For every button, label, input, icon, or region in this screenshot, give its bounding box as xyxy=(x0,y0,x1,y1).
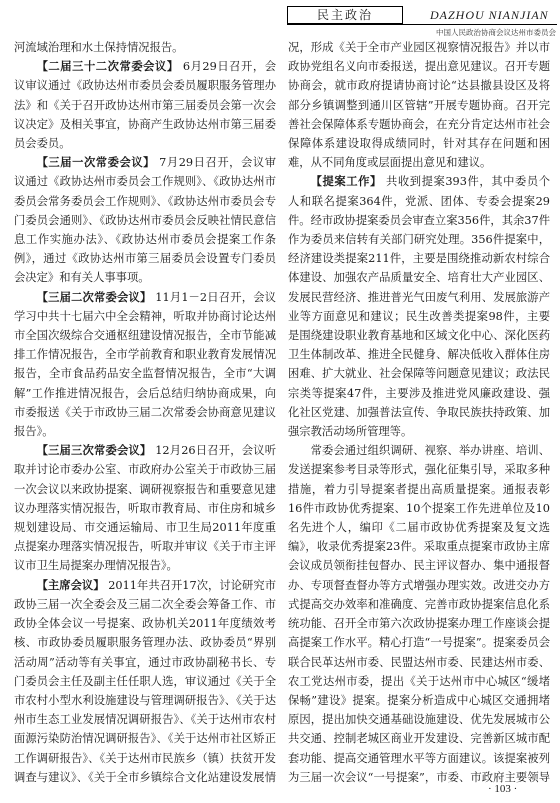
org-name: 中国人民政治协商会议达州市委员会 xyxy=(436,28,556,37)
paragraph-text: 共收到提案393件，其中委员个人和联名提案364件，党派、团体、专委会提案29件。经市政协提案委员会审查立案356件，其余37件作为委员来信转有关部门研究处理。356件提案中，经济建设类提案211件，主要是围绕推动新农村综合体建设、加强农产品质量安全、培育壮大产业园区、发展民营经济、推进普光气田废气利用、发展旅游产业等方面意见和建议；民生改善类提案98件，主要是围绕建设职业教育基地和区域文化中心、深化医药卫生体制改革、推进全民健身、解决低收入群体住房困难、扩大就业、社会保障等问题意见建议；政法民宗类等提案47件，主要涉及推进党风廉政建设、强化社区党建、加强普法宣传、争取民族扶持政策、加强宗教活动场所管理等。 xyxy=(288,175,550,439)
section-marker: 【三届三次常委会议】 xyxy=(36,444,152,458)
section-marker: 【提案工作】 xyxy=(310,175,382,189)
paragraph xyxy=(14,576,276,786)
section-marker: 【三届二次常委会议】 xyxy=(36,290,152,304)
paragraph-text: 6月29日召开，会议审议通过《政协达州市委员会委员履职服务管理办法》和《关于召开政协达州市第三届委员会第一次会议决定》及相关事宜，协商产生政协达州市第三届委员会委员。 xyxy=(14,60,276,151)
journal-title-en: DAZHOU NIANJIAN xyxy=(430,8,549,22)
paragraph-text: 7月29日召开，会议审议通过《政协达州市委员会工作规则》、《政协达州市委员会常务委员会工作规则》、《政协达州市委员会专门委员会通则》、《政协达州市委员会反映社情民意信息工作实施办法》、《政协达州市委员会提案工作条例》，通过《政协达州市第三届委员会设置专门委员会决定》和有关人事事项。 xyxy=(14,156,276,285)
paragraph: 河流域治理和水土保持情况报告。 xyxy=(14,41,184,54)
paragraph-text: 11月1－2日召开，会议学习中共十七届六中全会精神，听取并协商讨论达州市全国次级综合交通枢纽建设情况报告，全市节能减排工作情况报告，全市学前教育和职业教育发展情况报告，全市食品药品安全监督情况报告，全市“大调解”工作推进情况报告，会后总结归纳协商成果，向市委报送《关于市政协三届二次常委会协商意见建议报告》。 xyxy=(14,290,276,439)
header-rule xyxy=(287,24,557,25)
section-marker: 【主席会议】 xyxy=(36,578,105,592)
paragraph xyxy=(14,441,276,575)
paragraph-text: 12月26日召开，会议听取并讨论市委办公室、市政府办公室关于市政协三届一次会议以来政协提案、调研视察报告和重要意见建议办理落实情况报告，听取市教育局、市住房和城乡规划建设局、市交通运输局、市卫生局2011年度重点提案办理落实情况报告，听取并审议《关于市主评议市卫生局提案办理情况报告》。 xyxy=(14,444,276,573)
section-marker: 【三届一次常委会议】 xyxy=(36,156,156,170)
page-number: · 103 · xyxy=(488,783,518,795)
paragraph xyxy=(14,57,276,153)
paragraph: 常委会通过组织调研、视察、举办讲座、培训、发送提案参考目录等形式，强化征集引导，采取多种措施，着力引导提案者提出高质量提案。通报表彰16件市政协优秀提案、10个提案工作先进单位及10名先进个人，编印《二届市政协优秀提案及复文选编》，收录优秀提案23件。采取重点提案市政协主席会议成员领衔挂包督办、民主评议督办、集中通报督办、专项督查督办等方式增强办理实效。改进交办方式提高交办效率和准确度、完善市政协提案信息化系统功能、召开全市第六次政协提案办理工作座谈会提高提案工作水平。精心打造“一号提案”。提案委员会联合民革达州市委、民盟达州市委、民建达州市委、农工党达州市委，提出《关于达州市中心城区“缓堵保畅”建设》提案。提案分析造成中心城区交通拥堵原因，提出加快交通基础设施建设、优先发展城市公共交通、控制老城区商业开发建设、完善新区城市配套功能、提高交通管理水平等方面建议。该提案被列为三届一次会议“一号提案”，市委、市政府主要领导 xyxy=(288,444,550,784)
paragraph xyxy=(14,153,276,287)
paragraph xyxy=(14,288,276,442)
left-column xyxy=(14,38,276,786)
section-label: 民主政治 xyxy=(287,6,403,24)
paragraph xyxy=(288,172,550,441)
paragraph-text: 2011年共召开17次，讨论研究市政协三届一次全委会及三届二次全委会筹备工作、市政协全体会议一号提案、政协机关2011年度绩效考核、市政协委员履职服务管理办法、政协委员“界别活动周”活动等有关事宜，通过市政协副秘书长、专门委员会主任及副主任任职人选，审议通过《关于全市农村小型水利设施建设与管理调研报告》、《关于达州市生态工业发展情况调研报告》、《关于达州市农村面源污染防治情况调研报告》、《关于达州市社区矫正工作调研报告》、《关于达州市民族乡（镇）扶贫开发调查与建议》、《关于全市乡镇综合文化站建设发展情 xyxy=(14,578,276,784)
section-marker: 【二届三十二次常委会议】 xyxy=(36,60,179,74)
right-column xyxy=(288,38,550,786)
paragraph: 况，形成《关于全市产业园区视察情况报告》并以市政协党组名义向市委报送，提出意见建议。召开专题协商会，就市政府提请协商讨论“达县撤县设区及将部分乡镇调整到通川区管辖”开展专题协商。召开完善社会保障体系专题协商会，在充分肯定达州市社会保障体系建设取得成绩同时，针对其存在问题和困难，从不同角度或层面提出意见和建议。 xyxy=(288,41,550,170)
page-header xyxy=(0,0,560,37)
